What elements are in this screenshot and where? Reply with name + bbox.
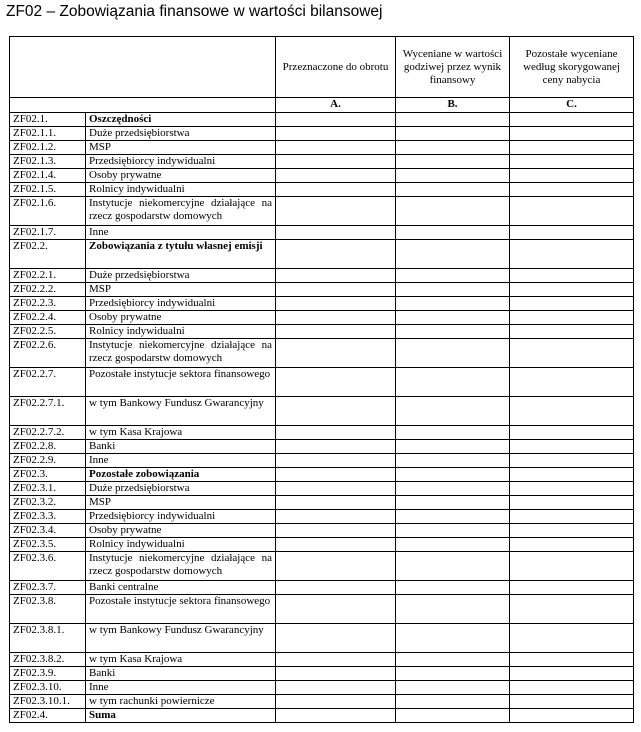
value-cell-c[interactable] [510, 681, 634, 695]
row-label: Osoby prywatne [86, 169, 276, 183]
value-cell-b[interactable] [396, 510, 510, 524]
row-label: Instytucje niekomercyjne działające na rzecz gospodarstw domowych [86, 339, 276, 368]
table-row [10, 325, 634, 339]
value-cell-c[interactable] [510, 269, 634, 283]
row-code: ZF02.2.7. [10, 368, 86, 397]
row-code: ZF02.3.7. [10, 581, 86, 595]
value-cell-a[interactable] [276, 440, 396, 454]
row-code: ZF02.3.9. [10, 667, 86, 681]
value-cell-c[interactable] [510, 339, 634, 368]
row-code: ZF02.4. [10, 709, 86, 723]
value-cell-b[interactable] [396, 240, 510, 269]
row-code: ZF02.2.9. [10, 454, 86, 468]
header-col-a: Przeznaczone do obrotu [276, 37, 396, 98]
value-cell-b[interactable] [396, 667, 510, 681]
table-row [10, 482, 634, 496]
row-label: Banki [86, 667, 276, 681]
value-cell-a[interactable] [276, 482, 396, 496]
table-row [10, 581, 634, 595]
row-code: ZF02.3.1. [10, 482, 86, 496]
value-cell-c[interactable] [510, 496, 634, 510]
row-code: ZF02.1.2. [10, 141, 86, 155]
value-cell-c[interactable] [510, 240, 634, 269]
value-cell-b[interactable] [396, 269, 510, 283]
row-code: ZF02.2.4. [10, 311, 86, 325]
table-row [10, 426, 634, 440]
table-row [10, 440, 634, 454]
value-cell-b[interactable] [396, 468, 510, 482]
col-letter-c: C. [510, 98, 634, 113]
row-label: w tym Kasa Krajowa [86, 426, 276, 440]
value-cell-a[interactable] [276, 454, 396, 468]
table-row [10, 552, 634, 581]
row-code: ZF02.3.5. [10, 538, 86, 552]
value-cell-a[interactable] [276, 595, 396, 624]
header-col-b: Wyceniane w wartości godziwej przez wynik finansowy [396, 37, 510, 98]
value-cell-a[interactable] [276, 397, 396, 426]
value-cell-b[interactable] [396, 141, 510, 155]
value-cell-b[interactable] [396, 339, 510, 368]
value-cell-c[interactable] [510, 113, 634, 127]
value-cell-b[interactable] [396, 297, 510, 311]
table-row [10, 297, 634, 311]
table-row [10, 454, 634, 468]
value-cell-c[interactable] [510, 426, 634, 440]
row-label: Duże przedsiębiorstwa [86, 482, 276, 496]
table-row [10, 397, 634, 426]
row-label: w tym Kasa Krajowa [86, 653, 276, 667]
value-cell-a[interactable] [276, 510, 396, 524]
row-label: Osoby prywatne [86, 524, 276, 538]
value-cell-c[interactable] [510, 695, 634, 709]
table-row [10, 113, 634, 127]
value-cell-c[interactable] [510, 397, 634, 426]
value-cell-b[interactable] [396, 524, 510, 538]
row-label: w tym rachunki powiernicze [86, 695, 276, 709]
table-row [10, 155, 634, 169]
row-label: Oszczędności [86, 113, 276, 127]
value-cell-a[interactable] [276, 695, 396, 709]
value-cell-b[interactable] [396, 113, 510, 127]
row-label: Inne [86, 226, 276, 240]
row-code: ZF02.3.8. [10, 595, 86, 624]
value-cell-a[interactable] [276, 127, 396, 141]
table-row [10, 226, 634, 240]
value-cell-c[interactable] [510, 127, 634, 141]
row-code: ZF02.2.2. [10, 283, 86, 297]
value-cell-c[interactable] [510, 482, 634, 496]
value-cell-a[interactable] [276, 325, 396, 339]
row-code: ZF02.3.6. [10, 552, 86, 581]
value-cell-a[interactable] [276, 468, 396, 482]
table-row [10, 197, 634, 226]
table-row [10, 169, 634, 183]
value-cell-a[interactable] [276, 653, 396, 667]
row-label: Instytucje niekomercyjne działające na rzecz gospodarstw domowych [86, 197, 276, 226]
row-label: Osoby prywatne [86, 311, 276, 325]
table-row [10, 339, 634, 368]
row-label: Przedsiębiorcy indywidualni [86, 155, 276, 169]
value-cell-b[interactable] [396, 624, 510, 653]
value-cell-a[interactable] [276, 155, 396, 169]
row-label: Rolnicy indywidualni [86, 183, 276, 197]
value-cell-a[interactable] [276, 197, 396, 226]
table-row [10, 709, 634, 723]
value-cell-a[interactable] [276, 426, 396, 440]
value-cell-a[interactable] [276, 240, 396, 269]
value-cell-c[interactable] [510, 709, 634, 723]
value-cell-a[interactable] [276, 311, 396, 325]
row-label: Przedsiębiorcy indywidualni [86, 510, 276, 524]
row-code: ZF02.1.1. [10, 127, 86, 141]
value-cell-a[interactable] [276, 169, 396, 183]
row-label: Suma [86, 709, 276, 723]
table-row [10, 269, 634, 283]
table-row [10, 595, 634, 624]
value-cell-c[interactable] [510, 468, 634, 482]
row-label: Rolnicy indywidualni [86, 325, 276, 339]
value-cell-c[interactable] [510, 183, 634, 197]
value-cell-a[interactable] [276, 113, 396, 127]
header-blank-cell [10, 37, 276, 98]
table-row [10, 538, 634, 552]
row-label: w tym Bankowy Fundusz Gwarancyjny [86, 624, 276, 653]
value-cell-c[interactable] [510, 440, 634, 454]
value-cell-b[interactable] [396, 426, 510, 440]
value-cell-b[interactable] [396, 538, 510, 552]
table-row [10, 468, 634, 482]
header-letters-blank [10, 98, 276, 113]
value-cell-b[interactable] [396, 440, 510, 454]
table-row [10, 524, 634, 538]
value-cell-c[interactable] [510, 169, 634, 183]
value-cell-a[interactable] [276, 226, 396, 240]
value-cell-c[interactable] [510, 624, 634, 653]
table-row [10, 368, 634, 397]
value-cell-a[interactable] [276, 624, 396, 653]
value-cell-c[interactable] [510, 454, 634, 468]
value-cell-c[interactable] [510, 311, 634, 325]
value-cell-a[interactable] [276, 681, 396, 695]
value-cell-c[interactable] [510, 581, 634, 595]
row-label: Przedsiębiorcy indywidualni [86, 297, 276, 311]
row-label: Duże przedsiębiorstwa [86, 127, 276, 141]
row-code: ZF02.3.10. [10, 681, 86, 695]
row-label: Rolnicy indywidualni [86, 538, 276, 552]
value-cell-c[interactable] [510, 197, 634, 226]
value-cell-b[interactable] [396, 311, 510, 325]
row-label: MSP [86, 141, 276, 155]
value-cell-b[interactable] [396, 397, 510, 426]
table-row [10, 141, 634, 155]
value-cell-a[interactable] [276, 709, 396, 723]
table-row [10, 695, 634, 709]
row-code: ZF02.1.7. [10, 226, 86, 240]
row-label: Pozostałe zobowiązania [86, 468, 276, 482]
value-cell-b[interactable] [396, 595, 510, 624]
row-code: ZF02.1.4. [10, 169, 86, 183]
value-cell-a[interactable] [276, 269, 396, 283]
header-letters-row [10, 98, 634, 113]
value-cell-a[interactable] [276, 581, 396, 595]
table-row [10, 653, 634, 667]
table-row [10, 183, 634, 197]
value-cell-b[interactable] [396, 454, 510, 468]
value-cell-c[interactable] [510, 667, 634, 681]
row-label: Pozostałe instytucje sektora finansowego [86, 368, 276, 397]
value-cell-b[interactable] [396, 283, 510, 297]
value-cell-c[interactable] [510, 538, 634, 552]
value-cell-c[interactable] [510, 297, 634, 311]
value-cell-a[interactable] [276, 297, 396, 311]
table-row [10, 127, 634, 141]
value-cell-b[interactable] [396, 581, 510, 595]
row-code: ZF02.3.4. [10, 524, 86, 538]
row-label: Banki [86, 440, 276, 454]
value-cell-b[interactable] [396, 653, 510, 667]
value-cell-b[interactable] [396, 169, 510, 183]
value-cell-a[interactable] [276, 339, 396, 368]
table-row [10, 283, 634, 297]
value-cell-b[interactable] [396, 496, 510, 510]
row-label: Inne [86, 681, 276, 695]
value-cell-c[interactable] [510, 283, 634, 297]
row-code: ZF02.1.3. [10, 155, 86, 169]
row-code: ZF02.2.7.2. [10, 426, 86, 440]
row-code: ZF02.2. [10, 240, 86, 269]
value-cell-b[interactable] [396, 325, 510, 339]
row-code: ZF02.2.3. [10, 297, 86, 311]
row-code: ZF02.1.6. [10, 197, 86, 226]
row-code: ZF02.1.5. [10, 183, 86, 197]
row-code: ZF02.2.7.1. [10, 397, 86, 426]
table-row [10, 681, 634, 695]
table-row [10, 311, 634, 325]
liabilities-table [9, 36, 634, 723]
value-cell-b[interactable] [396, 709, 510, 723]
value-cell-c[interactable] [510, 510, 634, 524]
row-code: ZF02.1. [10, 113, 86, 127]
table-row [10, 510, 634, 524]
value-cell-a[interactable] [276, 496, 396, 510]
col-letter-b: B. [396, 98, 510, 113]
value-cell-c[interactable] [510, 155, 634, 169]
table-row [10, 624, 634, 653]
row-label: Instytucje niekomercyjne działające na rzecz gospodarstw domowych [86, 552, 276, 581]
row-code: ZF02.2.1. [10, 269, 86, 283]
row-code: ZF02.2.8. [10, 440, 86, 454]
value-cell-a[interactable] [276, 183, 396, 197]
value-cell-b[interactable] [396, 197, 510, 226]
table-row [10, 667, 634, 681]
page-title: ZF02 – Zobowiązania finansowe w wartości bilansowej [6, 3, 383, 20]
value-cell-c[interactable] [510, 141, 634, 155]
value-cell-c[interactable] [510, 552, 634, 581]
row-code: ZF02.2.5. [10, 325, 86, 339]
value-cell-a[interactable] [276, 552, 396, 581]
row-label: MSP [86, 283, 276, 297]
value-cell-b[interactable] [396, 127, 510, 141]
value-cell-a[interactable] [276, 538, 396, 552]
value-cell-a[interactable] [276, 667, 396, 681]
value-cell-a[interactable] [276, 141, 396, 155]
row-label: Zobowiązania z tytułu własnej emisji [86, 240, 276, 269]
value-cell-c[interactable] [510, 524, 634, 538]
value-cell-b[interactable] [396, 183, 510, 197]
table-row [10, 496, 634, 510]
header-row [10, 37, 634, 98]
col-letter-a: A. [276, 98, 396, 113]
value-cell-b[interactable] [396, 368, 510, 397]
table-row [10, 240, 634, 269]
header-col-c: Pozostałe wyceniane według skorygowanej ceny nabycia [510, 37, 634, 98]
value-cell-b[interactable] [396, 552, 510, 581]
row-label: MSP [86, 496, 276, 510]
value-cell-b[interactable] [396, 226, 510, 240]
value-cell-c[interactable] [510, 653, 634, 667]
value-cell-b[interactable] [396, 695, 510, 709]
row-code: ZF02.3.8.2. [10, 653, 86, 667]
row-code: ZF02.3.3. [10, 510, 86, 524]
value-cell-b[interactable] [396, 482, 510, 496]
row-code: ZF02.3.8.1. [10, 624, 86, 653]
value-cell-a[interactable] [276, 368, 396, 397]
row-label: Inne [86, 454, 276, 468]
row-code: ZF02.3. [10, 468, 86, 482]
value-cell-c[interactable] [510, 368, 634, 397]
value-cell-c[interactable] [510, 325, 634, 339]
row-label: Duże przedsiębiorstwa [86, 269, 276, 283]
value-cell-a[interactable] [276, 524, 396, 538]
value-cell-c[interactable] [510, 595, 634, 624]
row-code: ZF02.3.2. [10, 496, 86, 510]
row-label: w tym Bankowy Fundusz Gwarancyjny [86, 397, 276, 426]
row-code: ZF02.3.10.1. [10, 695, 86, 709]
value-cell-a[interactable] [276, 283, 396, 297]
row-label: Banki centralne [86, 581, 276, 595]
value-cell-b[interactable] [396, 155, 510, 169]
value-cell-b[interactable] [396, 681, 510, 695]
row-code: ZF02.2.6. [10, 339, 86, 368]
value-cell-c[interactable] [510, 226, 634, 240]
row-label: Pozostałe instytucje sektora finansowego [86, 595, 276, 624]
